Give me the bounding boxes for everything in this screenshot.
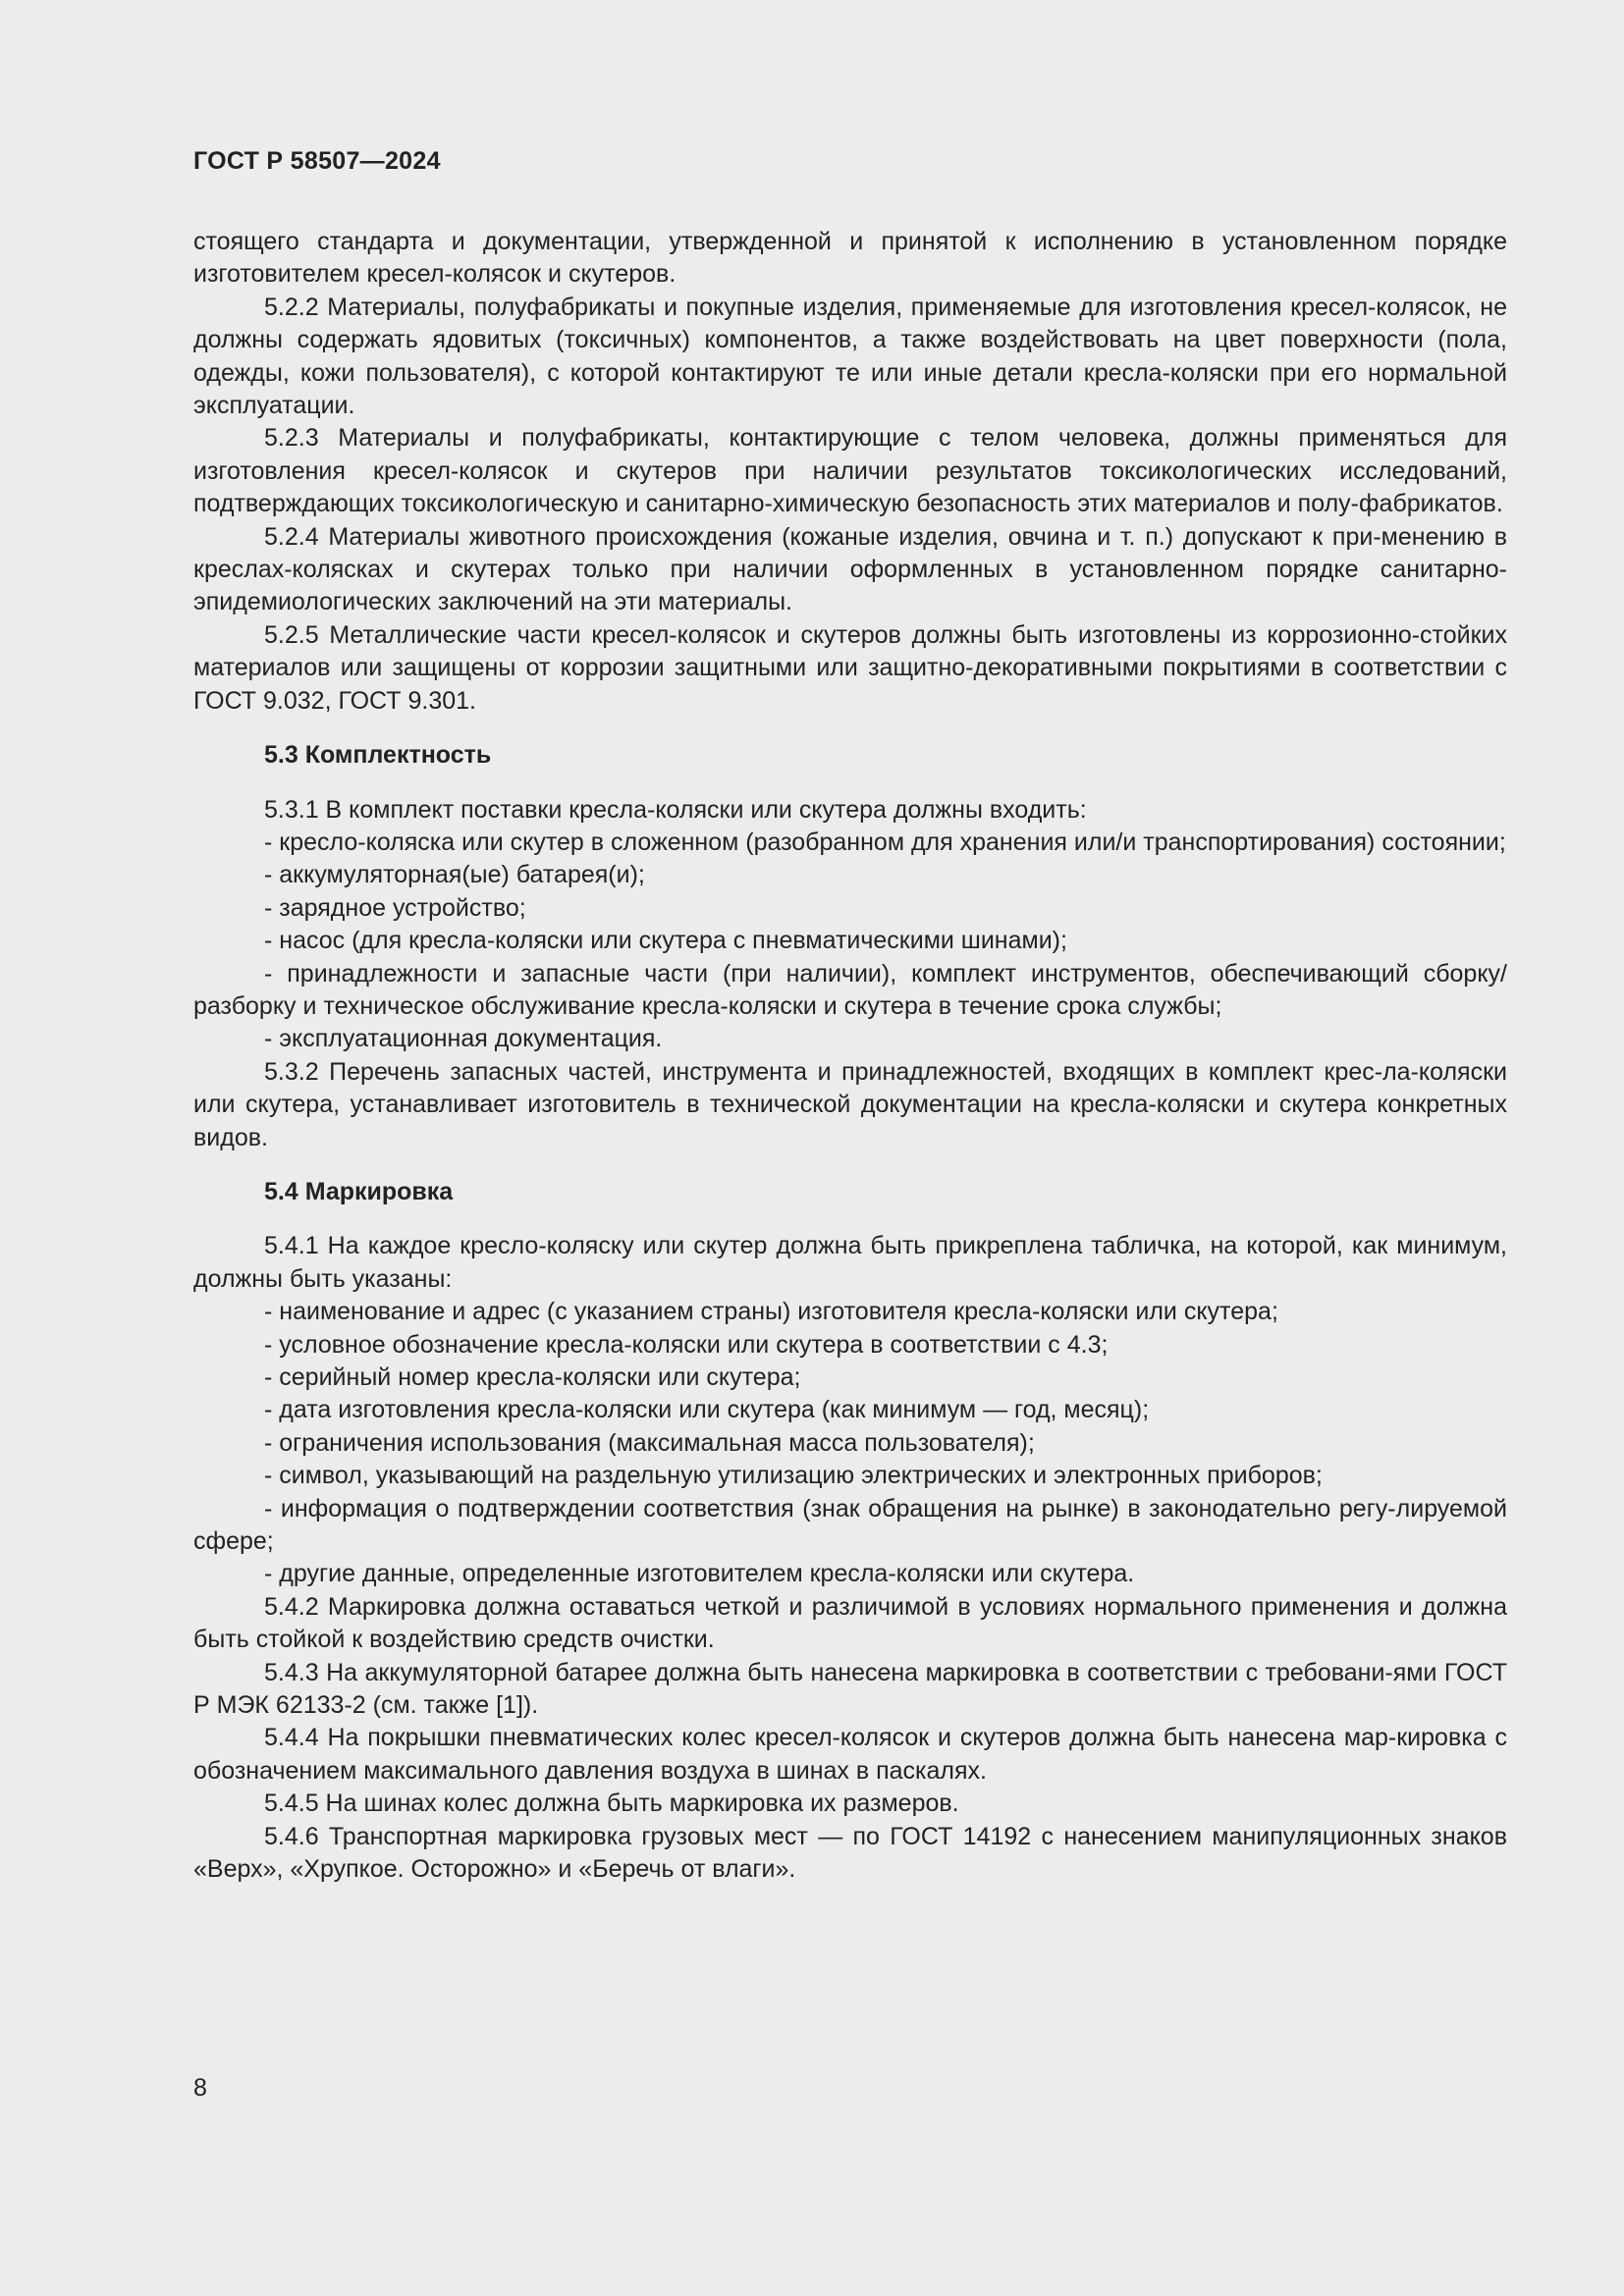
clause-5-4-4: 5.4.4 На покрышки пневматических колес кресел-колясок и скутеров должна быть нанесена мар-кировка с обозначением максимального давления воздуха в шинах в паскалях. [193,1724,1507,1785]
list-item: - аккумуляторная(ые) батарея(и); [264,861,645,889]
section-heading-5-4: 5.4 Маркировка [264,1177,454,1205]
clause-5-4-5: 5.4.5 На шинах колес должна быть маркировка их размеров. [264,1789,959,1818]
list-item: - кресло-коляска или скутер в сложенном (разобранном для хранения или/и транспортирования) состоянии; [264,828,1506,856]
clause-5-2-3: 5.2.3 Материалы и полуфабрикаты, контактирующие с телом человека, должны применяться для изготовления кресел-колясок и скутеров при наличии результатов токсикологических исследований, подтверждающих токсикологическую и санитарно-химическую безопасность этих материалов и полу-фабрикатов. [193,424,1507,518]
list-item: - условное обозначение кресла-коляски или скутера в соответствии с 4.3; [264,1330,1109,1359]
list-item: - ограничения использования (максимальная масса пользователя); [264,1428,1035,1457]
clause-5-4-2: 5.4.2 Маркировка должна оставаться четкой и различимой в условиях нормального применения и должна быть стойкой к воздействию средств очистки. [193,1592,1507,1654]
clause-5-4-3: 5.4.3 На аккумуляторной батарее должна быть нанесена маркировка в соответствии с требовани-ями ГОСТ Р МЭК 62133-2 (см. также [1]). [193,1658,1507,1720]
page-number: 8 [193,2074,207,2102]
list-item: - насос (для кресла-коляски или скутера с пневматическими шинами); [264,927,1067,955]
list-item: - информация о подтверждении соответствия (знак обращения на рынке) в законодательно регу-лируемой сфере; [193,1494,1507,1556]
list-item: - наименование и адрес (с указанием страны) изготовителя кресла-коляски или скутера; [264,1298,1278,1326]
page-body [193,226,1507,1887]
clause-5-2-5: 5.2.5 Металлические части кресел-колясок и скутеров должны быть изготовлены из коррозионно-стойких материалов или защищены от коррозии защитными или защитно-декоративными покрытиями в соответствии с ГОСТ 9.032, ГОСТ 9.301. [193,620,1507,715]
list-item: - символ, указывающий на раздельную утилизацию электрических и электронных приборов; [264,1462,1323,1490]
list-item: - эксплуатационная документация. [264,1025,663,1053]
clause-5-4-6: 5.4.6 Транспортная маркировка грузовых мест — по ГОСТ 14192 с нанесением манипуляционных знаков «Верх», «Хрупкое. Осторожно» и «Беречь от влаги». [193,1822,1507,1884]
list-item: - зарядное устройство; [264,893,526,922]
clause-5-2-2: 5.2.2 Материалы, полуфабрикаты и покупные изделия, применяемые для изготовления кресел-колясок, не должны содержать ядовитых (токсичных) компонентов, а также воздействовать на цвет поверхности (пола, одежды, кожи пользователя), с которой контактируют те или иные детали кресла-коляски при его нормальной эксплуатации. [193,293,1507,420]
clause-5-3-2: 5.3.2 Перечень запасных частей, инструмента и принадлежностей, входящих в комплект крес-ла-коляски или скутера, устанавливает изготовитель в технической документации на кресла-коляски и скутера конкретных видов. [193,1057,1507,1151]
list-item: - дата изготовления кресла-коляски или скутера (как минимум — год, месяц); [264,1396,1150,1424]
clause-5-4-1: 5.4.1 На каждое кресло-коляску или скутер должна быть прикреплена табличка, на которой, как минимум, должны быть указаны: [193,1232,1507,1293]
paragraph-continuation: стоящего стандарта и документации, утвержденной и принятой к исполнению в установленном порядке изготовителем кресел-колясок и скутеров. [193,228,1507,289]
list-item: - серийный номер кресла-коляски или скутера; [264,1363,801,1391]
clause-5-3-1: 5.3.1 В комплект поставки кресла-коляски или скутера должны входить: [264,795,1087,824]
section-heading-5-3: 5.3 Комплектность [264,741,492,770]
clause-5-2-4: 5.2.4 Материалы животного происхождения (кожаные изделия, овчина и т. п.) допускают к при-менению в креслах-колясках и скутерах только при наличии оформленных в установленном порядке санитарно-эпидемиологических заключений на эти материалы. [193,522,1507,616]
list-item: - принадлежности и запасные части (при наличии), комплект инструментов, обеспечивающий сборку/разборку и техническое обслуживание кресла-коляски и скутера в течение срока службы; [193,959,1507,1020]
list-item: - другие данные, определенные изготовителем кресла-коляски или скутера. [264,1560,1135,1588]
document-header: ГОСТ Р 58507—2024 [193,147,441,175]
